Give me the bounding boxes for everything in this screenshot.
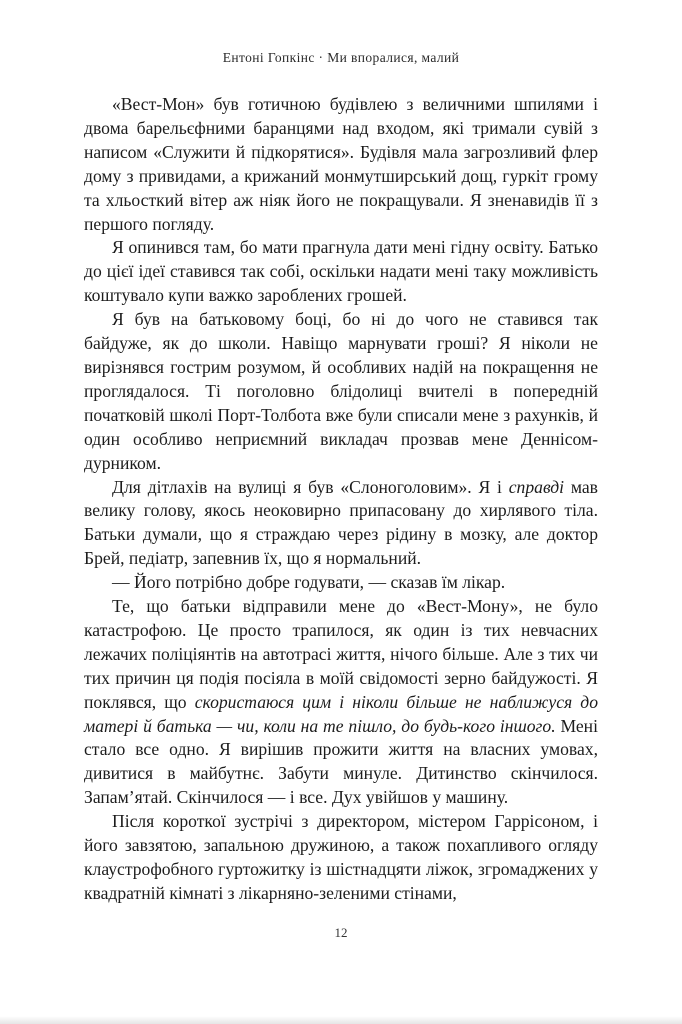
paragraph xyxy=(84,93,598,236)
paragraph-text: Для дітлахів на вулиці я був «Слоноголовим». Я і xyxy=(112,476,509,497)
paragraph-text: мав велику голову, якось неоковирно припасовану до хирлявого тіла. Батьки думали, що я страждаю через рідину в мозку, але доктор Брей, педіатр, запевнив їх, що я нормальний. xyxy=(84,476,598,569)
paragraph xyxy=(84,476,598,572)
paragraph-text: Після короткої зустрічі з директором, містером Гаррісоном, і його завзятою, запальною дружиною, а також похапливого огляду клаустрофобного гуртожитку із шістнадцяти ліжок, згромаджених у квадратній кімнаті з лікарняно-зеленими стінами, xyxy=(84,811,598,903)
paragraph-text: Мені стало все одно. Я вирішив прожити життя на власних умовах, дивитися в майбутнє. Забути минуле. Дитинство скінчилося. Запам’ятай. Скінчилося — і все. Дух увійшов у машину. xyxy=(84,715,598,808)
page-edge-shadow xyxy=(0,1016,682,1024)
paragraph-text-italic: скористаюся цим і ніколи більше не наближуся до матері й батька — чи, коли на те пішло, до будь-кого іншого. xyxy=(84,691,598,736)
paragraph-text: Я опинився там, бо мати прагнула дати мені гідну освіту. Батько до цієї ідеї ставився так собі, оскільки надати мені таку можливість коштувало купи важко зароблених грошей. xyxy=(84,237,598,306)
page-number: 12 xyxy=(334,925,348,940)
paragraph xyxy=(84,810,598,906)
paragraph-text-italic: справді xyxy=(508,476,565,497)
page-text-block xyxy=(84,93,598,906)
paragraph-text: Те, що батьки відправили мене до «Вест-Мону», не було катастрофою. Це просто трапилося, як один із тих невчасних лежачих поліціянтів на автотрасі життя, нічого більше. Але з тих чи тих причин ця подія посіяла в моїй свідомості зерно байдужості. Я поклявся, що xyxy=(84,596,598,712)
paragraph-text: — Його потрібно добре годувати, — сказав їм лікар. xyxy=(112,572,506,593)
running-header: Ентоні Гопкінс · Ми впоралися, малий xyxy=(222,50,460,65)
paragraph-text: Я був на батьковому боці, бо ні до чого не ставився так байдуже, як до школи. Навіщо марнувати гроші? Я ніколи не вирізнявся гострим розумом, й особливих надій на покращення не проглядалося. Ті поголовно блідолиці вчителі в попередній початковій школі Порт-Толбота вже були списали мене з рахунків, й один особливо неприємний викладач прозвав мене Деннісом-дурником. xyxy=(84,309,598,473)
paragraph xyxy=(84,308,598,475)
paragraph xyxy=(84,236,598,308)
paragraph-text: «Вест-Мон» був готичною будівлею з величними шпилями і двома барельєфними баранцями над входом, які тримали сувій з написом «Служити й підкорятися». Будівля мала загрозливий флер дому з привидами, а крижаний монмутширський дощ, гуркіт грому та хльосткий вітер аж ніяк його не покращували. Я зненавидів її з першого погляду. xyxy=(84,94,598,234)
paragraph xyxy=(84,595,598,810)
dialogue-paragraph xyxy=(84,571,598,595)
